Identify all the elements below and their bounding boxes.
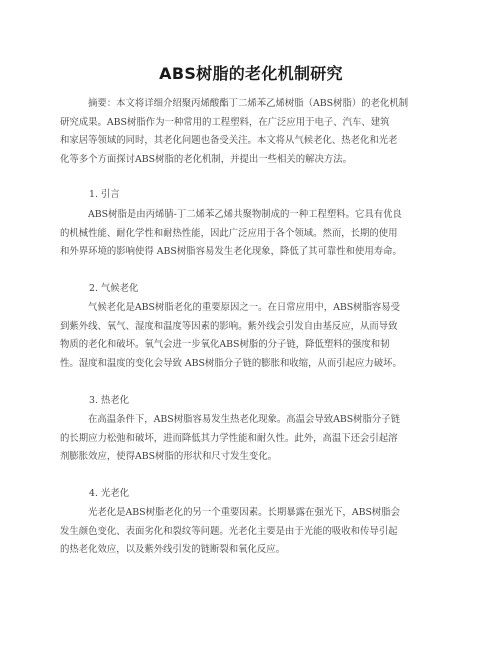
document-title: ABS树脂的老化机制研究: [159, 64, 343, 83]
paragraph-line: 性。湿度和温度的变化会导致 ABS树脂分子链的膨胀和收缩，从而引起应力破坏。: [60, 357, 402, 369]
paragraph-line: 剂膨胀效应，使得ABS树脂的形状和尺寸发生变化。: [60, 451, 277, 463]
section-heading-photo-aging: 4. 光老化: [89, 488, 130, 499]
abstract-paragraph: [60, 95, 460, 169]
paragraph-line: 物质的老化和破坏。氧气会进一步氧化ABS树脂的分子链，降低塑料的强度和韧: [60, 339, 390, 351]
section-heading-introduction: 1. 引言: [89, 189, 120, 200]
paragraph-line: ABS树脂是由丙烯腈-丁二烯苯乙烯共聚物制成的一种工程塑料。它具有优良: [88, 209, 402, 220]
section-paragraph-climate-aging: [60, 299, 460, 373]
section-paragraph-thermal-aging: [60, 411, 460, 467]
section-heading-thermal-aging: 3. 热老化: [89, 395, 130, 406]
abstract-line: 研究成果。ABS树脂作为一种常用的工程塑料，在广泛应用于电子、汽车、建筑: [60, 116, 390, 128]
paragraph-line: 光老化是ABS树脂老化的另一个重要因素。长期暴露在强光下，ABS树脂会: [88, 507, 401, 518]
abstract-line: 摘要：本文将详细介绍聚丙烯酸酯丁二烯苯乙烯树脂（ABS树脂）的老化机制: [88, 98, 409, 109]
paragraph-line: 发生颜色变化、表面劣化和裂纹等问题。光老化主要是由于光能的吸收和传导引起: [60, 525, 398, 537]
section-heading-climate-aging: 2. 气候老化: [89, 283, 139, 294]
abstract-line: 化等多个方面探讨ABS树脂的老化机制，并提出一些相关的解决方法。: [60, 153, 352, 165]
section-paragraph-photo-aging: [60, 504, 460, 560]
section-paragraph-introduction: [60, 206, 460, 262]
paragraph-line: 在高温条件下，ABS树脂容易发生热老化现象。高温会导致ABS树脂分子链: [88, 414, 401, 425]
paragraph-line: 和外界环境的影响使得 ABS树脂容易发生老化现象，降低了其可靠性和使用寿命。: [60, 246, 402, 258]
paragraph-line: 的机械性能、耐化学性和耐热性能，因此广泛应用于各个领域。然而，长期的使用: [60, 227, 398, 239]
abstract-line: 和家居等领域的同时，其老化问题也备受关注。本文将从气候老化、热老化和光老: [60, 135, 398, 147]
paragraph-line: 气候老化是ABS树脂老化的重要原因之一。在日常应用中，ABS树脂容易受: [88, 302, 401, 313]
paragraph-line: 的长期应力松弛和破坏，进而降低其力学性能和耐久性。此外，高温下还会引起溶: [60, 432, 398, 444]
paragraph-line: 到紫外线、氧气、湿度和温度等因素的影响。紫外线会引发自由基反应，从而导致: [60, 320, 398, 332]
paragraph-line: 的热老化效应，以及紫外线引发的链断裂和氧化反应。: [60, 544, 286, 556]
